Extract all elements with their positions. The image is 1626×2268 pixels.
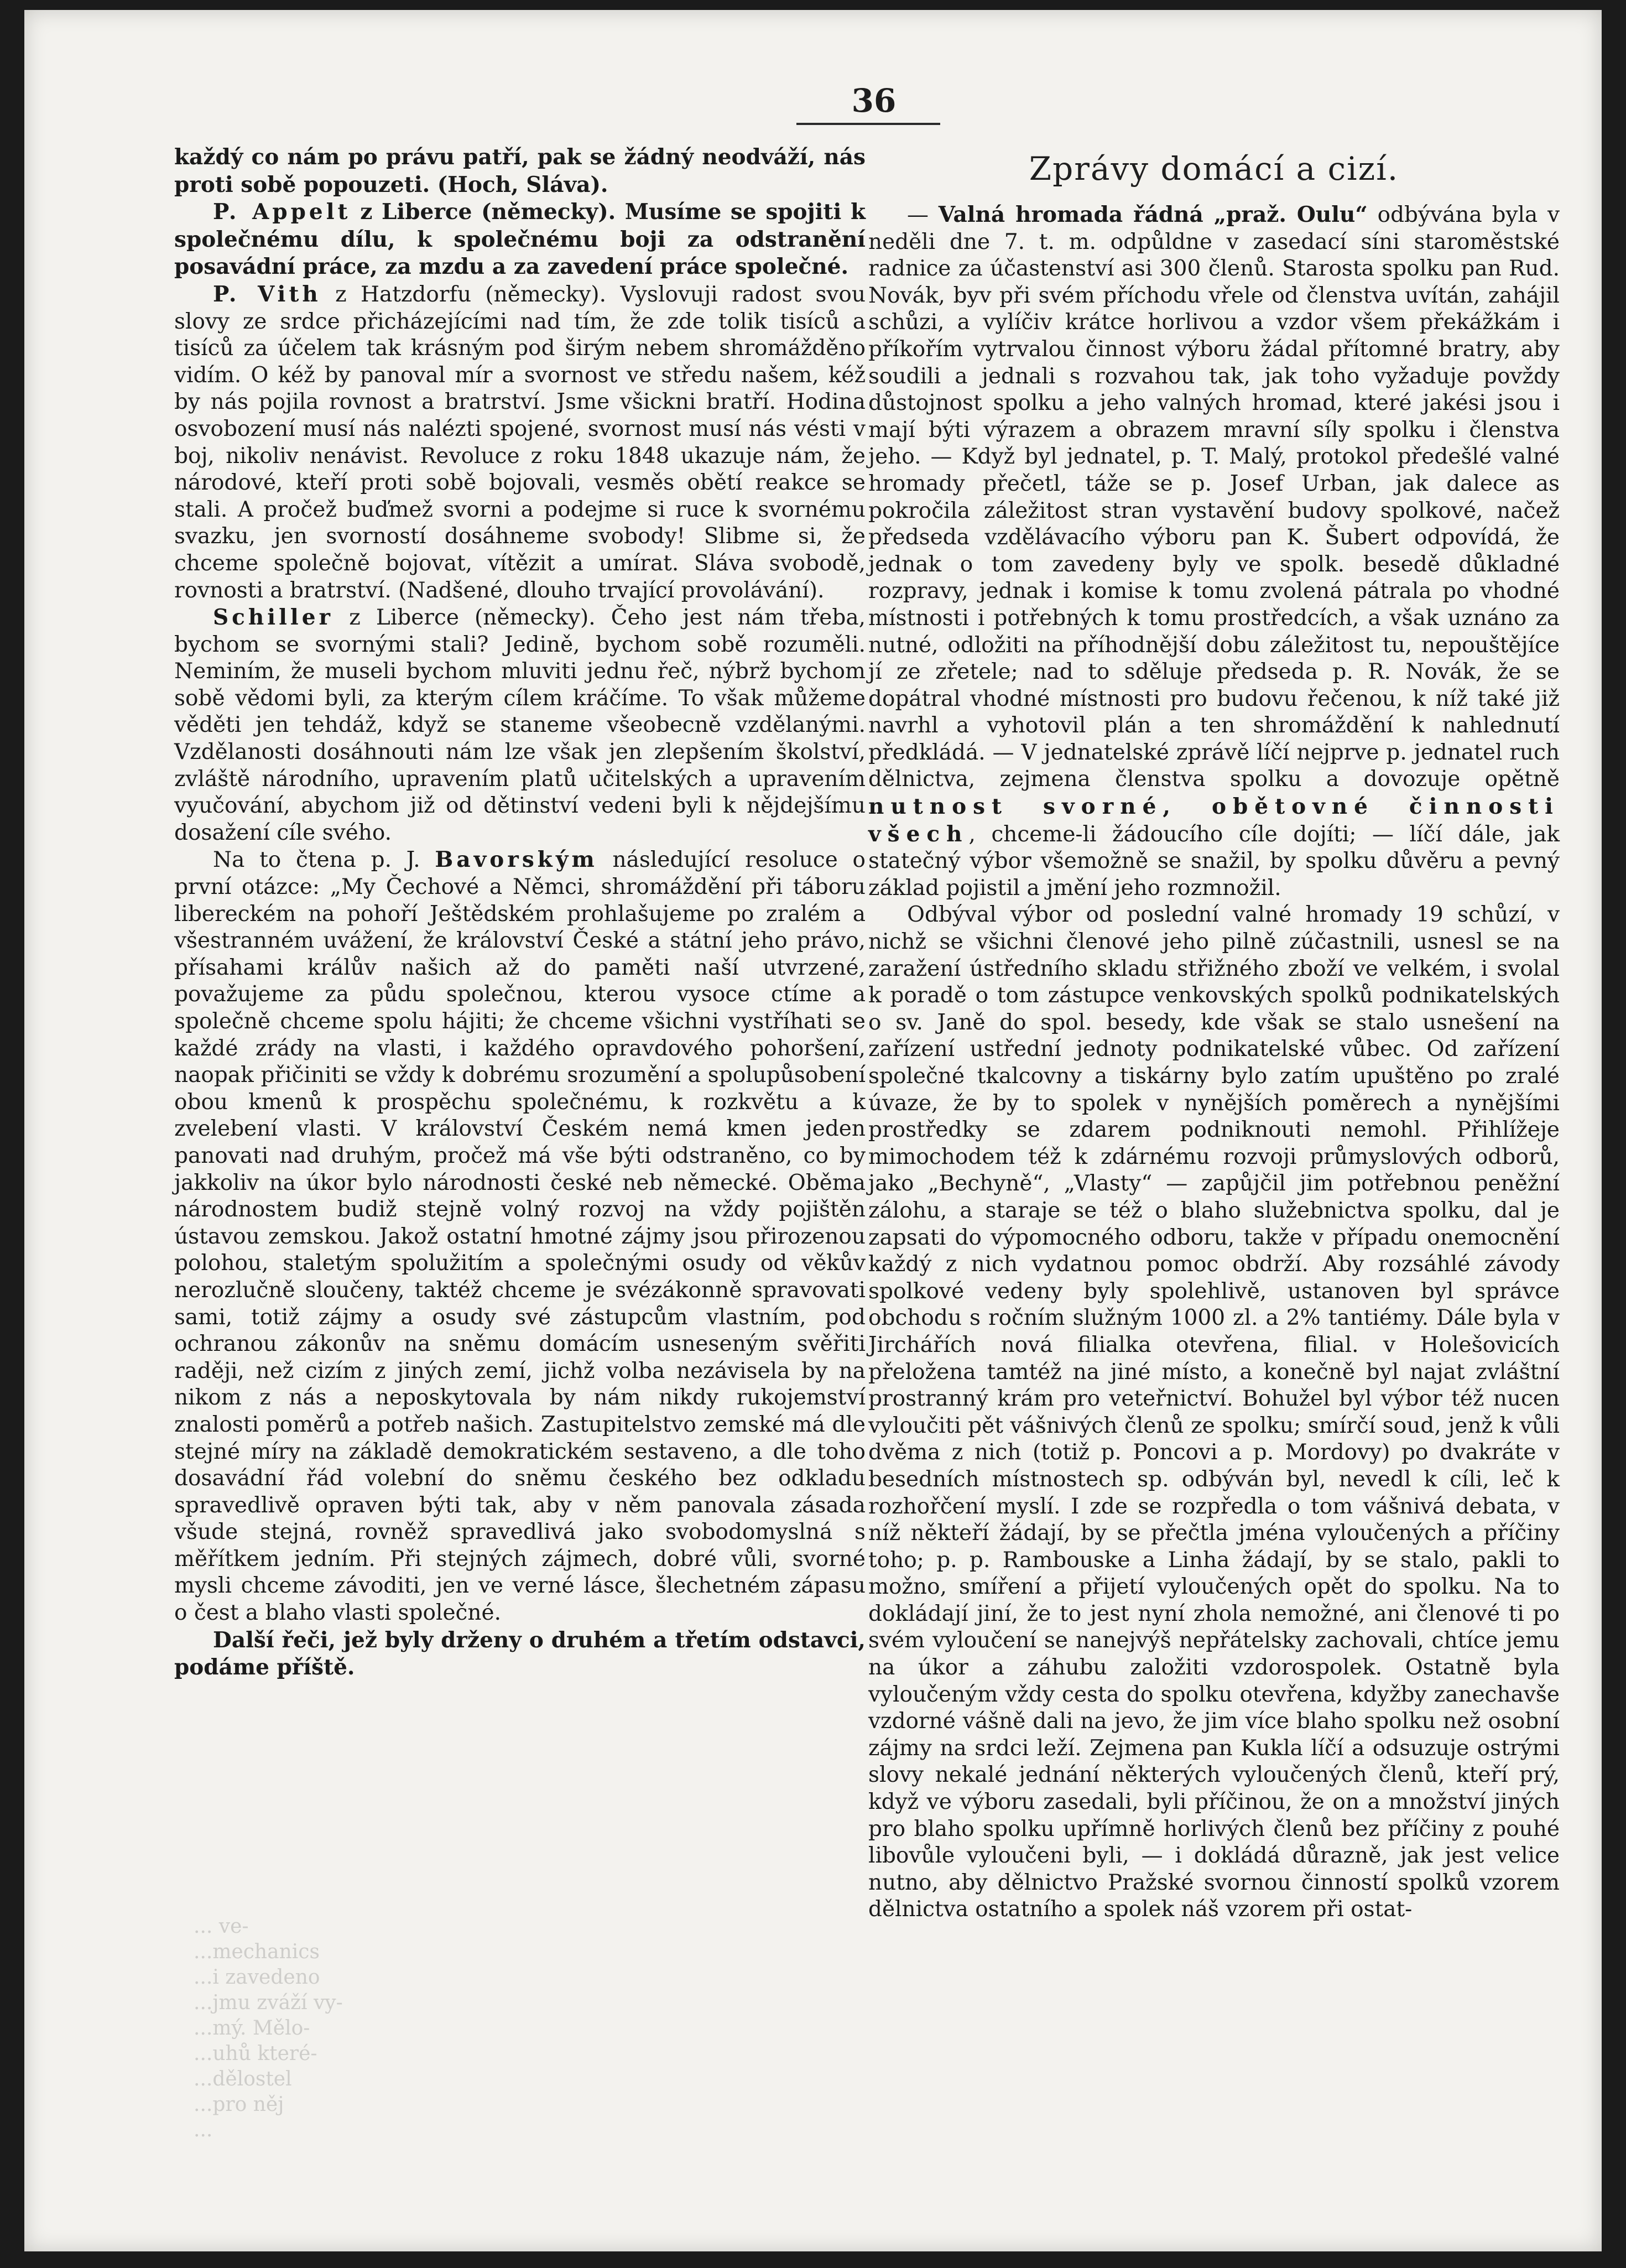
paragraph-text: Další řeči, jež byly drženy o druhém a třetím odstavci, podáme příště. [174, 1627, 866, 1681]
paragraph-committee-report [868, 902, 1560, 1923]
paragraph-schiller [174, 604, 866, 846]
speaker-name: Schiller [213, 605, 334, 631]
bleed-line: ...mý. Mělo- [194, 2017, 310, 2040]
bleed-line: ...i zavedeno [194, 1966, 320, 1989]
paragraph-appelt [174, 199, 866, 281]
bleed-line: ...dělostel [194, 2068, 292, 2090]
paragraph-text: z Hatzdorfu (německy). Vyslovuji radost svou slovy ze srdce přicházejícími nad tím, že zde tolik tisíců a tisíců za účelem tak krásným pod širým nebem shromážděno vidím. O kéž by panoval mír a svornost ve středu našem, kéž by nás pojila rovnost a bratrství. Jsme všickni bratří. Hodina osvobození musí nás nalézti spojené, svornost musí nás vésti v boj, nikoliv nenávist. Revoluce z roku 1848 ukazuje nám, že národové, kteří proti sobě bojovali, vesměs obětí reakce se stali. A pročež buďmež svorni a podejme si ruce k svornému svazku, jen svorností dosáhneme svobody! Slibme si, že chceme společně bojovat, vítězit a umírat. Sláva svobodě, rovnosti a bratrství. (Nadšené, dlouho trvající provolávání). [174, 282, 866, 603]
bleed-line: ... ve- [194, 1915, 249, 1938]
paragraph-text: z Liberce (německy). Musíme se spojiti k společnému dílu, k společnému boji za odstranění posavádní práce, za mzdu a za zavedení práce společné. [174, 199, 866, 280]
paragraph-intro [174, 144, 866, 199]
paragraph-text: následující resoluce o první otázce: „My Čechové a Němci, shromáždění při táboru libereckém na pohoří Ještědském prohlašujeme po zralém a všestranném uvážení, že království České a státní jeho právo, přísahami králův našich až do paměti naší utvrzené, považujeme za půdu společnou, kterou vysoce ctíme a společně chceme spolu hájiti; že chceme všichni vystříhati se každé zrády na vlasti, i každého opravdového pohoršení, naopak přičiniti se vždy k dobrému srozumění a spolupůsobení obou kmenů k prospěchu společnému, k rozkvětu a k zvelebení vlasti. V království Českém nemá kmen jeden panovati nad druhým, pročež má vše býti odstraněno, co by jakkoliv na úkor bylo národnosti české neb německé. Oběma národnostem budiž stejně volný rozvoj na vždy pojištěn ústavou zemskou. Jakož ostatní hmotné zájmy jsou přirozenou polohou, staletým spolužitím a společnými osudy od věkův nerozlučně sloučeny, taktéž chceme je svézákonně spravovati sami, totiž zájmy a osudy své zástupcům vlastním, pod ochranou zákonův na sněmu domácím usneseným svěřiti raději, než cizím z jiných zemí, jichž volba nezávisela by na nikom z nás a neposkytovala by nám nikdy rukojemství znalosti poměrů a potřeb našich. Zastupitelstvo zemské má dle stejné míry na základě demokratickém sestaveno, a dle toho dosavádní řád volební do sněmu českého bez odkladu spravedlivě opraven býti tak, aby v něm panovala zásada všude stejná, rovněž spravedlivá jako svobodomyslná s měřítkem jedním. Při stejných zájmech, dobré vůli, svorné mysli chceme závoditi, jen ve verné lásce, šlechetném zápasu o čest a blaho vlasti společné. [174, 847, 866, 1626]
bleed-line: ... [194, 2119, 213, 2141]
bleed-line: ...mechanics [194, 1941, 320, 1963]
bleed-line: ...uhů které- [194, 2042, 317, 2065]
paragraph-resolution [174, 846, 866, 1626]
paragraph-lead: — [907, 202, 939, 227]
article-title: Valná hromada řádná „praž. Oulu“ [938, 202, 1368, 227]
left-column [174, 144, 866, 1682]
paragraph-text: Odbýval výbor od poslední valné hromady 19 schůzí, v nichž se všichni členové jeho pilně zúčastnili, usnesl se na zaražení ústředního skladu střižného zboží ve velkém, i svolal k poradě o tom zástupce venkovských spolků podnikatelských o sv. Janě do spol. besedy, kde však se stalo usnešení na zařízení ustřední jednoty podnikatelské vůbec. Od zařízení společné tkalcovny a tiskárny bylo zatím upuštěno po zralé úvaze, že by to spolek v nynějších poměrech a nynějšími prostředky se zdarem podniknouti nemohl. Přihlížeje mimochodem též k zdárnému rozvoji průmyslových odborů, jako „Bechyně“, „Vlasty“ — zapůjčil jim potřebnou peněžní zálohu, a staraje se též o blaho služebnictva spolku, dal je zapsati do výpomocného odboru, takže v případu onemocnění každý z nich vydatnou pomoc obdrží. Aby rozsáhlé závody spolkové vedeny byly spolehlivě, ustanoven byl správce obchodu s ročním služným 1000 zl. a 2% tantiémy. Dále byla v Jirchářích nová filialka otevřena, filial. v Holešovicích přeložena tamtéž na jiné místo, a konečně byl najat zvláštní prostranný krám pro veteřnictví. Bohužel byl výbor též nucen vyloučiti pět vášnivých členů ze spolku; smírčí soud, jenž k vůli dvěma z nich (totiž p. Poncovi a p. Mordovy) po dvakráte v besedních místnostech sp. odbýván byl, nevedl k cíli, leč k rozhořčení myslí. I zde se rozpředla o tom vášnivá debata, v níž někteří žádají, by se přečtla jména vyloučených a příčiny toho; p. p. Rambouske a Linha žádají, by se stalo, pakli to možno, smíření a přijetí vyloučených opět do spolku. Na to dokládají jiní, že to jest nyní zhola nemožné, ani členové ti po svém vyloučení se nanejvýš nepřátelsky zachovali, chtíce jemu na úkor a záhubu založiti vzdorospolek. Ostatně byla vyloučeným vždy cesta do spolku otevřena, kdyžby zanechavše vzdorné vášně dali na jevo, že jim více blaho spolku než osobní zájmy na srdci leží. Zejmena pan Kukla líčí a odsuzuje ostrými slovy nekalé jednání některých vyloučených členů, kteří prý, když ve výboru zasedali, byli příčinou, že on a množství jiných pro blaho spolku upřímně horlivých členů bez příčiny z pouhé libovůle vyloučeni byli, — i dokládá důrazně, jak jest velice nutno, aby dělnictvo Pražské svornou činností spolků vzorem dělnictva ostatního a spolek náš vzorem při ostat- [868, 902, 1560, 1922]
bleed-line: ...pro něj [194, 2093, 284, 2116]
paragraph-vith [174, 281, 866, 604]
paragraph-text: každý co nám po právu patří, pak se žádný neodváží, nás proti sobě popouzeti. (Hoch, Sláva). [174, 144, 866, 197]
paragraph-lead: Na to čtena p. J. [213, 847, 435, 873]
paragraph-closing [174, 1627, 866, 1682]
speaker-name: Bavorským [435, 847, 598, 873]
paragraph-text: , chceme-li žádoucího cíle dojíti; — líčí dále, jak statečný výbor všemožně se snažil, by spolku důvěru a pevný základ pojistil a jmění jeho rozmnožil. [868, 821, 1560, 901]
section-heading: Zprávy domácí a cizí. [1029, 150, 1399, 188]
page-number: 36 [851, 82, 897, 119]
bleed-line: ...jmu zváží vy- [194, 1991, 343, 2014]
paragraph-general-meeting [868, 201, 1560, 902]
paragraph-text: z Liberce (německy). Čeho jest nám třeba, bychom se svornými stali? Jedině, bychom sobě rozuměli. Neminím, že museli bychom mluviti jednu řeč, nýbrž bychom sobě vědomi byli, za kterým cílem kráčíme. To však můžeme věděti jen tehdáž, když se staneme všeobecně vzdělanými. Vzdělanosti dosáhnouti nám lze však jen zlepšením školství, zvláště národního, upravením platů učitelských a upravením vyučování, abychom již od dětinství vedeni byli k nějdejšímu dosažení cíle svého. [174, 605, 866, 845]
right-column [868, 149, 1560, 1923]
paragraph-text: odbývána byla v neděli dne 7. t. m. odpůldne v zasedací síni staroměstské radnice za účastenství asi 300 členů. Starosta spolku pan Rud. Novák, byv při svém příchodu vřele od členstva uvítán, zahájil schůzi, a vylíčiv krátce horlivou a vzdor všem překážkám i příkořím vytrvalou činnost výboru žádal přítomné bratry, aby soudili a jednali s rozvahou tak, jak toho vyžaduje povždy důstojnost spolku a jeho valných hromad, které jakési jsou i mají býti výrazem a obrazem mravní síly spolku i členstva jeho. — Když byl jednatel, p. T. Malý, protokol předešlé valné hromady přečetl, táže se p. Josef Urban, jak dalece as pokročila záležitost stran vystavění budovy spolkové, načež předseda vzdělávacího výboru pan K. Šubert odpovídá, že jednak o tom zavedeny byly ve spolk. besedě důkladné rozpravy, jednak i komise k tomu zvolená pátrala po vhodné místnosti i potřebných k tomu prostředcích, a však uznáno za nutné, odložiti na příhodnější dobu záležitost tu, nepouštějíce jí ze zřetele; nad to sděluje předseda p. R. Novák, že se dopátral vhodné místnosti pro budovu řečenou, k níž také již navrhl a vyhotovil plán a ten shromáždění k nahlednutí předkládá. — V jednatelské zprávě líčí nejprve p. jednatel ruch dělnictva, zejmena členstva spolku a dovozuje opětně [868, 202, 1560, 792]
speaker-name: P. Appelt [213, 199, 351, 225]
speaker-name: P. Vith [213, 281, 321, 307]
bleed-through-text [194, 1914, 813, 2143]
emphasis-text: nutnost svorné, obětovné činnosti všech [868, 794, 1560, 847]
header-rule [796, 123, 940, 125]
